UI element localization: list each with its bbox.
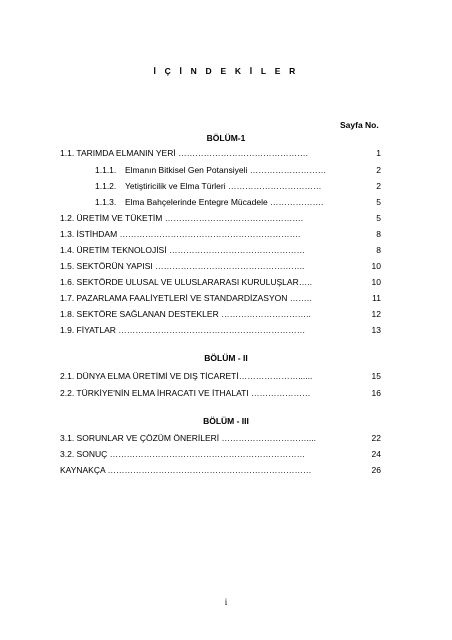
page-column-header: Sayfa No. — [340, 120, 379, 130]
toc-entry-label: 2.2. TÜRKİYE'NİN ELMA İHRACATI VE İTHALATI ………………… — [60, 388, 311, 398]
toc-entry — [0, 433, 452, 445]
toc-entry — [0, 371, 452, 383]
toc-subentry-number: 1.1.2. — [95, 181, 117, 191]
toc-entry-page: 2 — [376, 165, 381, 175]
toc-entry — [0, 309, 452, 321]
toc-entry-page: 26 — [371, 465, 381, 475]
toc-entry-page: 2 — [376, 181, 381, 191]
toc-subentry-label: Elma Bahçelerinde Entegre Mücadele ………………. — [125, 197, 324, 207]
toc-entry-page: 5 — [376, 213, 381, 223]
toc-entry-page: 8 — [376, 229, 381, 239]
toc-entry — [0, 388, 452, 400]
toc-subentry-number: 1.1.1. — [95, 165, 117, 175]
toc-entry-label: 3.1. SORUNLAR VE ÇÖZÜM ÖNERİLERİ ………………………….... — [60, 433, 316, 443]
toc-entry — [0, 465, 452, 477]
toc-entry — [0, 261, 452, 273]
toc-entry-page: 10 — [371, 261, 381, 271]
toc-entry-page: 12 — [371, 309, 381, 319]
toc-entry-label: 1.8. SEKTÖRE SAĞLANAN DESTEKLER ………………………….. — [60, 309, 311, 319]
toc-entry-label: 1.3. İSTİHDAM ………………………………………………………. — [60, 229, 301, 239]
toc-subentry-label: Elmanın Bitkisel Gen Potansiyeli ……………………… — [125, 165, 327, 175]
page-number: i — [224, 597, 228, 607]
section-heading-1: BÖLÜM-1 — [206, 133, 246, 143]
toc-subentry — [0, 165, 452, 177]
toc-entry-page: 15 — [371, 371, 381, 381]
section-heading-3: BÖLÜM - III — [203, 416, 249, 426]
toc-entry-label: KAYNAKÇA ……………………………………………………………… — [60, 465, 312, 475]
toc-entry-label: 2.1. DÜNYA ELMA ÜRETİMİ VE DIŞ TİCARETİ…………………...... — [60, 371, 313, 381]
toc-entry — [0, 213, 452, 225]
toc-entry-page: 22 — [371, 433, 381, 443]
toc-entry-page: 16 — [371, 388, 381, 398]
toc-entry-page: 13 — [371, 325, 381, 335]
toc-entry-label: 1.9. FİYATLAR ………………………………………………………… — [60, 325, 306, 335]
toc-entry-label: 1.1. TARIMDA ELMANIN YERİ ………………………………………. — [60, 148, 308, 158]
toc-entry-page: 8 — [376, 245, 381, 255]
toc-title: İ Ç İ N D E K İ L E R — [153, 66, 299, 76]
toc-entry-page: 24 — [371, 449, 381, 459]
section-heading-2: BÖLÜM - II — [204, 353, 248, 363]
toc-entry-label: 1.7. PAZARLAMA FAALİYETLERİ VE STANDARDİZASYON …….. — [60, 293, 312, 303]
toc-entry — [0, 325, 452, 337]
toc-subentry-label: Yetiştiricilik ve Elma Türleri …………………………… — [125, 181, 322, 191]
toc-entry-label: 1.6. SEKTÖRDE ULUSAL VE ULUSLARARASI KURULUŞLAR….. — [60, 277, 312, 287]
toc-entry — [0, 245, 452, 257]
toc-entry — [0, 277, 452, 289]
toc-subentry-number: 1.1.3. — [95, 197, 117, 207]
toc-entry — [0, 229, 452, 241]
toc-entry-page: 1 — [376, 148, 381, 158]
toc-entry-label: 3.2. SONUÇ …………………………………………………………… — [60, 449, 306, 459]
toc-entry-page: 11 — [372, 293, 381, 303]
toc-subentry — [0, 181, 452, 193]
toc-entry-page: 5 — [376, 197, 381, 207]
toc-entry — [0, 293, 452, 305]
toc-entry — [0, 148, 452, 160]
toc-subentry — [0, 197, 452, 209]
toc-entry-label: 1.2. ÜRETİM VE TÜKETİM …………………………………………. — [60, 213, 304, 223]
toc-entry-label: 1.5. SEKTÖRÜN YAPISI …………………………………………….. — [60, 261, 305, 271]
toc-entry — [0, 449, 452, 461]
toc-entry-page: 10 — [371, 277, 381, 287]
toc-entry-label: 1.4. ÜRETİM TEKNOLOJİSİ ………………………………………… — [60, 245, 305, 255]
